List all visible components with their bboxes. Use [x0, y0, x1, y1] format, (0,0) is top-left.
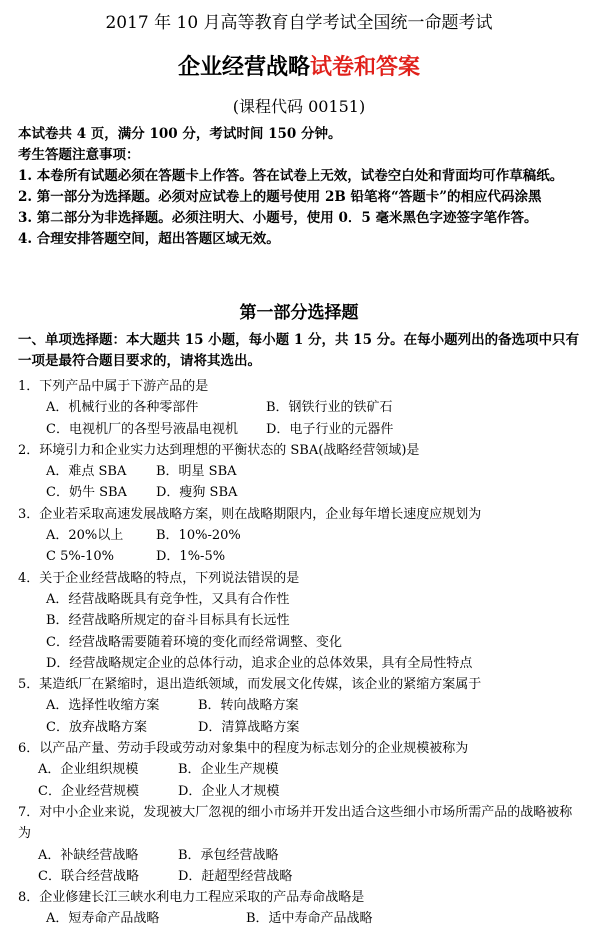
options-row — [18, 546, 583, 567]
option-b: B．10%-20% — [156, 528, 241, 544]
notice-item: 1. 本卷所有试题必须在答题卡上作答。答在试卷上无效，试卷空白处和背面均可作草稿纸。 — [18, 168, 564, 184]
options-row — [18, 845, 583, 866]
question-3: 3．企业若采取高速发展战略方案，则在战略期限内，企业每年增长速度应规划为 — [18, 506, 482, 522]
notice-item: 3. 第二部分为非选择题。必须注明大、小题号，使用 0．5 毫米黑色字迹签字笔作答。 — [18, 210, 538, 226]
option-a: A．短寿命产品战略 — [46, 911, 160, 927]
option-a: A．20%以上 — [46, 528, 124, 544]
option-d: D．赶超型经营战略 — [178, 868, 293, 884]
option-d: D．瘦狗 SBA — [156, 485, 238, 501]
notice-heading: 考生答题注意事项： — [18, 147, 140, 163]
course-code: (课程代码 00151) — [232, 97, 366, 116]
options-row — [18, 419, 583, 440]
option-c: C．奶牛 SBA — [46, 485, 127, 501]
part-description: 一、单项选择题：本大题共 15 小题，每小题 1 分，共 15 分。在每小题列出的备选项中只有一项是最符合题目要求的，请将其选出。 — [18, 332, 580, 369]
options-row — [18, 525, 583, 546]
options-row — [18, 717, 583, 738]
options-row — [18, 781, 583, 802]
section-title: 第一部分选择题 — [239, 303, 359, 323]
options-row — [18, 482, 583, 503]
options-row — [18, 695, 583, 716]
exam-info — [18, 124, 583, 250]
option-d: D．清算战略方案 — [198, 719, 300, 735]
option-c: C．电视机厂的各型号液晶电视机 — [46, 421, 238, 437]
option-c: C 5%-10% — [46, 549, 114, 565]
notice-item: 4. 合理安排答题空间，超出答题区域无效。 — [18, 231, 280, 247]
option-c: C．企业经营规模 — [38, 783, 139, 799]
question-8: 8．企业修建长江三峡水利电力工程应采取的产品寿命战略是 — [18, 890, 365, 906]
options-row — [18, 397, 583, 418]
option-a: A．企业组织规模 — [38, 762, 139, 778]
question-5: 5．某造纸厂在紧缩时，退出造纸领域，而发展文化传媒，该企业的紧缩方案属于 — [18, 677, 482, 693]
option-b: B．承包经营战略 — [178, 847, 279, 863]
option-b: B．钢铁行业的铁矿石 — [266, 400, 393, 416]
paper-title-main: 企业经营战略 — [177, 54, 310, 80]
question-6: 6．以产品产量、劳动手段或劳动对象集中的程度为标志划分的企业规模被称为 — [18, 741, 469, 757]
question-2: 2．环境引力和企业实力达到理想的平衡状态的 SBA(战略经营领域)是 — [18, 442, 420, 458]
option-a: A．难点 SBA — [46, 464, 127, 480]
info-line: 本试卷共 4 页，满分 100 分，考试时间 150 分钟。 — [18, 126, 342, 142]
notice-item: 2. 第一部分为选择题。必须对应试卷上的题号使用 2B 铅笔将“答题卡”的相应代码涂黑 — [18, 189, 542, 205]
exam-title: 2017 年 10 月高等教育自学考试全国统一命题考试 — [105, 13, 493, 33]
option-b: B．企业生产规模 — [178, 762, 279, 778]
option-c: C．经营战略需要随着环境的变化而经常调整、变化 — [46, 634, 342, 650]
option-a: A．经营战略既具有竞争性，又具有合作性 — [46, 591, 290, 607]
options-row — [18, 461, 583, 482]
options-row — [18, 908, 583, 929]
question-7: 7．对中小企业来说，发现被大厂忽视的细小市场并开发出适合这些细小市场所需产品的战略被称为 — [18, 804, 573, 842]
question-list — [18, 376, 583, 930]
question-1: 1．下列产品中属于下游产品的是 — [18, 379, 209, 394]
option-c: C．联合经营战略 — [38, 868, 139, 884]
option-a: A．选择性收缩方案 — [46, 698, 160, 714]
option-d: D．电子行业的元器件 — [266, 421, 394, 437]
option-b: B．明星 SBA — [156, 464, 237, 480]
option-d: D．经营战略规定企业的总体行动，追求企业的总体效果，具有全局性特点 — [46, 655, 473, 671]
option-a: A．机械行业的各种零部件 — [46, 400, 199, 416]
option-d: D．企业人才规模 — [178, 783, 280, 799]
option-d: D．1%-5% — [156, 549, 226, 565]
options-row — [18, 866, 583, 887]
paper-title — [0, 50, 598, 81]
option-b: B．适中寿命产品战略 — [246, 911, 373, 927]
options-row — [18, 759, 583, 780]
question-4: 4．关于企业经营战略的特点，下列说法错误的是 — [18, 570, 300, 586]
option-c: C．放弃战略方案 — [46, 719, 147, 735]
option-a: A．补缺经营战略 — [38, 847, 139, 863]
option-b: B．转向战略方案 — [198, 698, 299, 714]
paper-title-red: 试卷和答案 — [310, 54, 421, 80]
option-b: B．经营战略所规定的奋斗目标具有长远性 — [46, 613, 290, 629]
